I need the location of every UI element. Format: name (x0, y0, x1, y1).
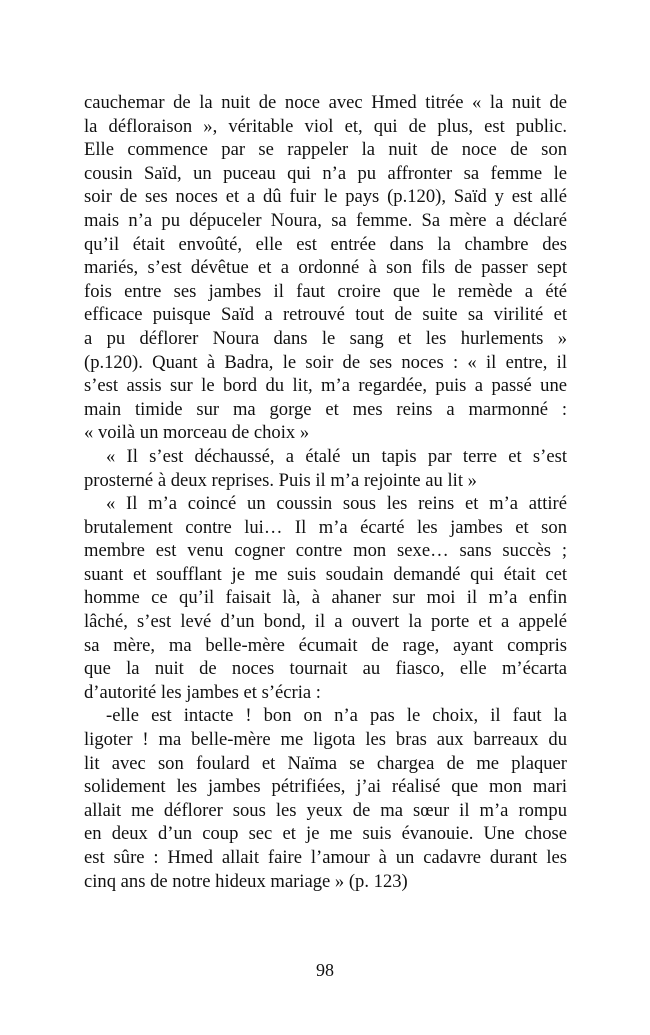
text-line: cinq ans de notre hideux mariage » (p. 123) (84, 870, 408, 892)
text-line: « Il m’a coincé un coussin sous les reins et m’a attiré (106, 493, 567, 515)
text-line: d’autorité les jambes et s’écria : (84, 681, 321, 703)
text-line: est sûre : Hmed allait faire l’amour à un cadavre durant les (84, 847, 567, 868)
text-line: suant et soufflant je me suis soudain demandé qui était cet (84, 563, 567, 585)
text-line: la défloraison », véritable viol et, qui de plus, est public. (84, 115, 567, 137)
paragraph (84, 91, 567, 445)
text-line: prosterné à deux reprises. Puis il m’a rejointe au lit » (84, 469, 477, 491)
text-line: « Il s’est déchaussé, a étalé un tapis par terre et s’est (106, 445, 567, 467)
text-line: allait me déflorer sous les yeux de ma sœur il m’a rompu (84, 799, 567, 821)
text-line: en deux d’un coup sec et je me suis évanouie. Une chose (84, 823, 567, 845)
text-line: solidement les jambes pétrifiées, j’ai réalisé que mon mari (84, 776, 567, 798)
text-line: brutalement contre lui… Il m’a écarté les jambes et son (84, 516, 567, 538)
text-line: mariés, s’est dévêtue et a ordonné à son fils de passer sept (84, 257, 567, 279)
text-line: lit avec son foulard et Naïma se chargea de me plaquer (84, 752, 567, 774)
text-line: homme ce qu’il faisait là, à ahaner sur moi il m’a enfin (84, 587, 567, 609)
text-line: « voilà un morceau de choix » (84, 422, 310, 444)
page-number: 98 (316, 960, 334, 980)
page-body (84, 91, 567, 893)
text-line: mais n’a pu dépuceler Noura, sa femme. Sa mère a déclaré (84, 209, 567, 231)
text-line: ligoter ! ma belle-mère me ligota les bras aux barreaux du (84, 729, 567, 751)
text-line: cauchemar de la nuit de noce avec Hmed titrée « la nuit de (84, 92, 567, 113)
text-line: main timide sur ma gorge et mes reins a marmonné : (84, 398, 567, 420)
paragraph (84, 492, 567, 704)
text-line: membre est venu cogner contre mon sexe… sans succès ; (84, 540, 567, 562)
text-line: efficace puisque Saïd a retrouvé tout de suite sa virilité et (84, 304, 567, 326)
text-line: qu’il était envoûté, elle est entrée dans la chambre des (84, 233, 567, 255)
text-line: a pu déflorer Noura dans le sang et les hurlements » (84, 327, 567, 349)
text-line: Elle commence par se rappeler la nuit de noce de son (84, 139, 567, 161)
text-line: que la nuit de noces tournait au fiasco, elle m’écarta (84, 658, 567, 680)
paragraph (84, 445, 567, 492)
text-line: (p.120). Quant à Badra, le soir de ses noces : « il entre, il (84, 351, 567, 373)
text-line: fois entre ses jambes il faut croire que le remède a été (84, 280, 567, 302)
text-line: sa mère, ma belle-mère écumait de rage, ayant compris (84, 634, 567, 656)
text-line: soir de ses noces et a dû fuir le pays (p.120), Saïd y est allé (84, 186, 567, 208)
text-line: s’est assis sur le bord du lit, m’a regardée, puis a passé une (84, 375, 567, 397)
text-line: -elle est intacte ! bon on n’a pas le choix, il faut la (106, 705, 567, 727)
paragraph (84, 704, 567, 893)
text-line: cousin Saïd, un puceau qui n’a pu affronter sa femme le (84, 162, 567, 184)
text-line: lâché, s’est levé d’un bond, il a ouvert la porte et a appelé (84, 611, 567, 633)
